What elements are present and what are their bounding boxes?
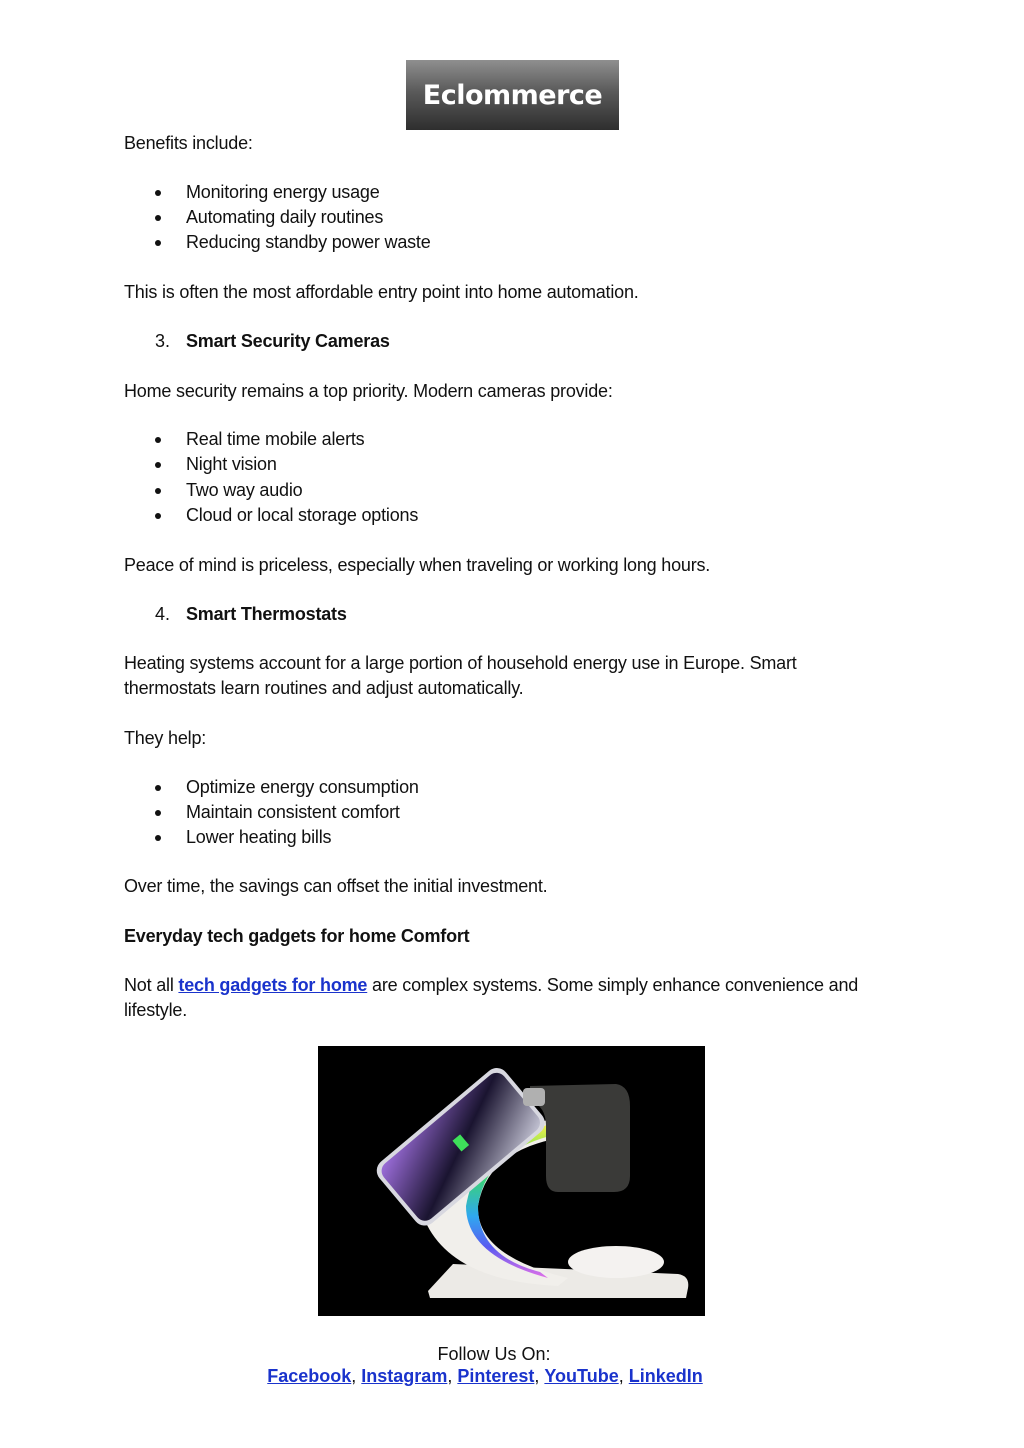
separator: , (618, 1366, 629, 1386)
bullet-icon (155, 190, 161, 196)
linkedin-link[interactable]: LinkedIn (628, 1366, 703, 1386)
brand-logo (406, 60, 619, 130)
separator: , (534, 1366, 545, 1386)
list-item: Maintain consistent comfort (186, 802, 400, 822)
benefits-intro: Benefits include: (124, 133, 253, 153)
thermostats-closing: Over time, the savings can offset the initial investment. (124, 876, 548, 896)
thermostats-paragraph-line1: Heating systems account for a large portion of household energy use in Europe. Smart (124, 653, 797, 673)
list-item: Reducing standby power waste (186, 232, 431, 252)
cameras-intro: Home security remains a top priority. Modern cameras provide: (124, 381, 613, 401)
instagram-link[interactable]: Instagram (361, 1366, 448, 1386)
bullet-icon (155, 835, 161, 841)
list-item: Cloud or local storage options (186, 505, 419, 525)
bullet-icon (155, 513, 161, 519)
logo-text: Eclommerce (422, 79, 603, 111)
list-item: Optimize energy consumption (186, 777, 419, 797)
section-heading-cameras: Smart Security Cameras (186, 331, 390, 351)
bullet-icon (155, 785, 161, 791)
everyday-paragraph-line2: lifestyle. (124, 1000, 188, 1020)
charging-stand-image (318, 1046, 705, 1316)
section-heading-thermostats: Smart Thermostats (186, 604, 347, 624)
pinterest-link[interactable]: Pinterest (457, 1366, 535, 1386)
charging-stand-illustration (318, 1046, 705, 1316)
social-links (0, 1364, 970, 1389)
thermostats-intro: They help: (124, 728, 207, 748)
bullet-icon (155, 810, 161, 816)
list-item: Automating daily routines (186, 207, 384, 227)
earbuds-case (568, 1246, 664, 1278)
separator: , (351, 1366, 362, 1386)
paragraph-prefix: Not all (124, 975, 179, 995)
section-number: 4. (155, 604, 171, 624)
bullet-icon (155, 240, 161, 246)
section-heading-everyday: Everyday tech gadgets for home Comfort (124, 926, 470, 946)
bullet-icon (155, 437, 161, 443)
plugs-closing: This is often the most affordable entry point into home automation. (124, 282, 639, 302)
list-item: Night vision (186, 454, 277, 474)
cameras-closing: Peace of mind is priceless, especially when traveling or working long hours. (124, 555, 711, 575)
list-item: Monitoring energy usage (186, 182, 380, 202)
facebook-link[interactable]: Facebook (267, 1366, 352, 1386)
footer-title: Follow Us On: (437, 1344, 551, 1364)
list-item: Real time mobile alerts (186, 429, 365, 449)
bullet-icon (155, 462, 161, 468)
bullet-icon (155, 215, 161, 221)
watch-head (523, 1088, 545, 1106)
section-number: 3. (155, 331, 171, 351)
everyday-paragraph-line1 (124, 973, 858, 998)
bullet-icon (155, 488, 161, 494)
paragraph-suffix: are complex systems. Some simply enhance convenience and (367, 975, 859, 995)
list-item: Lower heating bills (186, 827, 332, 847)
list-item: Two way audio (186, 480, 303, 500)
thermostats-paragraph-line2: thermostats learn routines and adjust automatically. (124, 678, 524, 698)
separator: , (447, 1366, 458, 1386)
tech-gadgets-link[interactable]: tech gadgets for home (178, 975, 368, 995)
youtube-link[interactable]: YouTube (544, 1366, 619, 1386)
